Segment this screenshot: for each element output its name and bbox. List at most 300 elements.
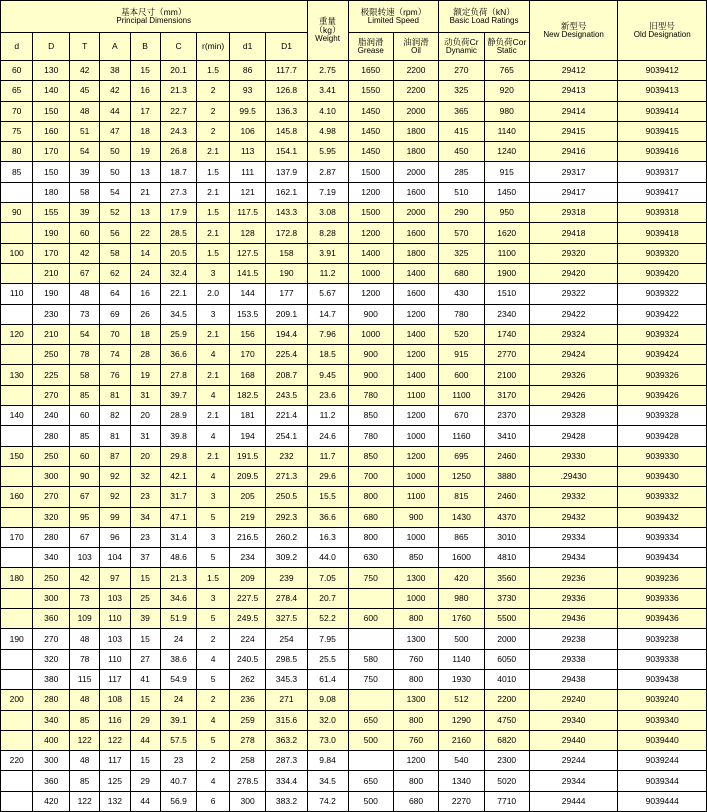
cell-C: 39.7 bbox=[160, 385, 197, 405]
cell-D: 380 bbox=[33, 669, 70, 689]
cell-d bbox=[1, 609, 33, 629]
cell-new-designation: 29330 bbox=[529, 446, 618, 466]
cell-rmin: 2 bbox=[197, 121, 229, 141]
cell-new-designation: 29424 bbox=[529, 345, 618, 365]
cell-grease: 1000 bbox=[348, 263, 393, 283]
cell-grease bbox=[348, 588, 393, 608]
cell-new-designation: 29416 bbox=[529, 142, 618, 162]
cell-dynamic: 815 bbox=[439, 487, 484, 507]
cell-T: 48 bbox=[70, 284, 100, 304]
cell-d bbox=[1, 710, 33, 730]
cell-d1: 127.5 bbox=[229, 243, 266, 263]
cell-new-designation: 29317 bbox=[529, 162, 618, 182]
cell-T: 85 bbox=[70, 426, 100, 446]
cell-C: 40.7 bbox=[160, 771, 197, 791]
cell-B: 44 bbox=[130, 730, 160, 750]
cell-B: 28 bbox=[130, 345, 160, 365]
cell-weight: 34.5 bbox=[307, 771, 348, 791]
cell-static: 1450 bbox=[484, 182, 529, 202]
cell-oil: 1300 bbox=[393, 690, 438, 710]
cell-d1: 170 bbox=[229, 345, 266, 365]
cell-T: 48 bbox=[70, 101, 100, 121]
cell-rmin: 1.5 bbox=[197, 568, 229, 588]
cell-weight: 14.7 bbox=[307, 304, 348, 324]
cell-B: 17 bbox=[130, 101, 160, 121]
cell-grease: 500 bbox=[348, 730, 393, 750]
cell-oil: 1000 bbox=[393, 527, 438, 547]
cell-rmin: 4 bbox=[197, 466, 229, 486]
cell-rmin: 2 bbox=[197, 81, 229, 101]
cell-weight: 5.67 bbox=[307, 284, 348, 304]
cell-rmin: 4 bbox=[197, 385, 229, 405]
cell-old-designation: 9039236 bbox=[618, 568, 707, 588]
cell-rmin: 2 bbox=[197, 629, 229, 649]
cell-old-designation: 9039324 bbox=[618, 324, 707, 344]
header-col-dynamic: 动负荷Cr Dynamic bbox=[439, 33, 484, 61]
cell-d: 75 bbox=[1, 121, 33, 141]
cell-dynamic: 1140 bbox=[439, 649, 484, 669]
cell-C: 42.1 bbox=[160, 466, 197, 486]
cell-weight: 61.4 bbox=[307, 669, 348, 689]
cell-A: 56 bbox=[100, 223, 130, 243]
cell-D: 170 bbox=[33, 243, 70, 263]
cell-rmin: 2.1 bbox=[197, 142, 229, 162]
cell-T: 67 bbox=[70, 263, 100, 283]
cell-d1: 182.5 bbox=[229, 385, 266, 405]
cell-C: 31.7 bbox=[160, 487, 197, 507]
cell-D: 280 bbox=[33, 527, 70, 547]
cell-dynamic: 325 bbox=[439, 81, 484, 101]
cell-rmin: 2.1 bbox=[197, 324, 229, 344]
cell-D1: 225.4 bbox=[266, 345, 307, 365]
cell-D: 280 bbox=[33, 426, 70, 446]
cell-static: 7710 bbox=[484, 791, 529, 811]
cell-d: 60 bbox=[1, 61, 33, 81]
cell-old-designation: 9039416 bbox=[618, 142, 707, 162]
cell-B: 29 bbox=[130, 710, 160, 730]
cell-B: 16 bbox=[130, 81, 160, 101]
cell-T: 54 bbox=[70, 324, 100, 344]
cell-dynamic: 510 bbox=[439, 182, 484, 202]
cell-A: 97 bbox=[100, 568, 130, 588]
header-col-T: T bbox=[70, 33, 100, 61]
cell-oil: 1000 bbox=[393, 426, 438, 446]
cell-A: 125 bbox=[100, 771, 130, 791]
cell-oil: 2200 bbox=[393, 61, 438, 81]
cell-D1: 315.6 bbox=[266, 710, 307, 730]
cell-weight: 4.10 bbox=[307, 101, 348, 121]
table-row bbox=[1, 406, 707, 426]
cell-old-designation: 9039344 bbox=[618, 771, 707, 791]
cell-static: 950 bbox=[484, 203, 529, 223]
cell-T: 122 bbox=[70, 791, 100, 811]
cell-D: 130 bbox=[33, 61, 70, 81]
cell-weight: 7.19 bbox=[307, 182, 348, 202]
cell-C: 22.1 bbox=[160, 284, 197, 304]
cell-grease: 1200 bbox=[348, 223, 393, 243]
table-row bbox=[1, 324, 707, 344]
cell-d bbox=[1, 771, 33, 791]
cell-A: 62 bbox=[100, 263, 130, 283]
cell-new-designation: 29238 bbox=[529, 629, 618, 649]
cell-static: 1620 bbox=[484, 223, 529, 243]
cell-d1: 106 bbox=[229, 121, 266, 141]
cell-dynamic: 1160 bbox=[439, 426, 484, 446]
cell-T: 42 bbox=[70, 61, 100, 81]
cell-C: 39.8 bbox=[160, 426, 197, 446]
table-row bbox=[1, 588, 707, 608]
cell-C: 24.3 bbox=[160, 121, 197, 141]
cell-B: 34 bbox=[130, 507, 160, 527]
cell-old-designation: 9039426 bbox=[618, 385, 707, 405]
cell-T: 60 bbox=[70, 406, 100, 426]
cell-rmin: 2 bbox=[197, 690, 229, 710]
cell-oil: 1600 bbox=[393, 182, 438, 202]
cell-D: 420 bbox=[33, 791, 70, 811]
cell-d1: 240.5 bbox=[229, 649, 266, 669]
cell-B: 16 bbox=[130, 284, 160, 304]
cell-D: 270 bbox=[33, 385, 70, 405]
cell-rmin: 3 bbox=[197, 487, 229, 507]
cell-oil: 1600 bbox=[393, 284, 438, 304]
cell-D1: 287.3 bbox=[266, 751, 307, 771]
table-row bbox=[1, 223, 707, 243]
cell-A: 82 bbox=[100, 406, 130, 426]
cell-old-designation: 9039318 bbox=[618, 203, 707, 223]
cell-B: 18 bbox=[130, 121, 160, 141]
cell-B: 15 bbox=[130, 568, 160, 588]
cell-grease: 1400 bbox=[348, 243, 393, 263]
cell-C: 21.3 bbox=[160, 568, 197, 588]
cell-D1: 271.3 bbox=[266, 466, 307, 486]
cell-new-designation: 29240 bbox=[529, 690, 618, 710]
cell-B: 14 bbox=[130, 243, 160, 263]
cell-d1: 300 bbox=[229, 791, 266, 811]
cell-C: 23 bbox=[160, 751, 197, 771]
cell-oil: 800 bbox=[393, 609, 438, 629]
cell-oil: 1200 bbox=[393, 345, 438, 365]
cell-d1: 181 bbox=[229, 406, 266, 426]
cell-d1: 99.5 bbox=[229, 101, 266, 121]
cell-B: 25 bbox=[130, 588, 160, 608]
header-col-rmin: r(min) bbox=[197, 33, 229, 61]
cell-oil: 2000 bbox=[393, 203, 438, 223]
table-row bbox=[1, 649, 707, 669]
table-header bbox=[1, 1, 707, 61]
table-row bbox=[1, 426, 707, 446]
cell-d: 190 bbox=[1, 629, 33, 649]
cell-D1: 292.3 bbox=[266, 507, 307, 527]
cell-C: 25.9 bbox=[160, 324, 197, 344]
cell-oil: 1400 bbox=[393, 263, 438, 283]
cell-C: 27.8 bbox=[160, 365, 197, 385]
cell-static: 2300 bbox=[484, 751, 529, 771]
cell-d1: 234 bbox=[229, 548, 266, 568]
cell-D: 270 bbox=[33, 487, 70, 507]
cell-weight: 3.41 bbox=[307, 81, 348, 101]
cell-grease: 1500 bbox=[348, 162, 393, 182]
cell-new-designation: 29244 bbox=[529, 751, 618, 771]
cell-new-designation: 29436 bbox=[529, 609, 618, 629]
cell-d1: 93 bbox=[229, 81, 266, 101]
table-row bbox=[1, 791, 707, 811]
cell-rmin: 1.5 bbox=[197, 162, 229, 182]
cell-weight: 32.0 bbox=[307, 710, 348, 730]
cell-d1: 128 bbox=[229, 223, 266, 243]
cell-D1: 232 bbox=[266, 446, 307, 466]
cell-new-designation: 29415 bbox=[529, 121, 618, 141]
cell-weight: 73.0 bbox=[307, 730, 348, 750]
cell-d1: 205 bbox=[229, 487, 266, 507]
cell-weight: 44.0 bbox=[307, 548, 348, 568]
cell-C: 21.3 bbox=[160, 81, 197, 101]
cell-T: 122 bbox=[70, 730, 100, 750]
cell-grease: 580 bbox=[348, 649, 393, 669]
cell-oil: 1200 bbox=[393, 406, 438, 426]
cell-grease: 1000 bbox=[348, 324, 393, 344]
cell-A: 92 bbox=[100, 487, 130, 507]
cell-dynamic: 680 bbox=[439, 263, 484, 283]
cell-T: 85 bbox=[70, 771, 100, 791]
cell-dynamic: 915 bbox=[439, 345, 484, 365]
cell-new-designation: 29428 bbox=[529, 426, 618, 446]
cell-D: 340 bbox=[33, 710, 70, 730]
cell-A: 117 bbox=[100, 669, 130, 689]
table-row bbox=[1, 527, 707, 547]
table-row bbox=[1, 263, 707, 283]
cell-d bbox=[1, 304, 33, 324]
cell-new-designation: 29336 bbox=[529, 588, 618, 608]
cell-T: 90 bbox=[70, 466, 100, 486]
cell-d bbox=[1, 791, 33, 811]
cell-dynamic: 1430 bbox=[439, 507, 484, 527]
cell-B: 19 bbox=[130, 365, 160, 385]
cell-D: 170 bbox=[33, 142, 70, 162]
cell-T: 95 bbox=[70, 507, 100, 527]
header-col-C: C bbox=[160, 33, 197, 61]
cell-d bbox=[1, 669, 33, 689]
cell-C: 17.9 bbox=[160, 203, 197, 223]
table-row bbox=[1, 751, 707, 771]
table-row bbox=[1, 182, 707, 202]
cell-D1: 126.8 bbox=[266, 81, 307, 101]
cell-grease: 850 bbox=[348, 446, 393, 466]
cell-dynamic: 500 bbox=[439, 629, 484, 649]
cell-C: 36.6 bbox=[160, 345, 197, 365]
cell-static: 1240 bbox=[484, 142, 529, 162]
cell-C: 47.1 bbox=[160, 507, 197, 527]
cell-weight: 20.7 bbox=[307, 588, 348, 608]
cell-weight: 18.5 bbox=[307, 345, 348, 365]
cell-weight: 23.6 bbox=[307, 385, 348, 405]
cell-T: 73 bbox=[70, 588, 100, 608]
cell-weight: 5.95 bbox=[307, 142, 348, 162]
cell-d: 120 bbox=[1, 324, 33, 344]
cell-dynamic: 2270 bbox=[439, 791, 484, 811]
table-row bbox=[1, 446, 707, 466]
cell-rmin: 3 bbox=[197, 304, 229, 324]
table-row bbox=[1, 365, 707, 385]
cell-B: 27 bbox=[130, 649, 160, 669]
cell-B: 31 bbox=[130, 385, 160, 405]
cell-A: 58 bbox=[100, 243, 130, 263]
cell-D1: 154.1 bbox=[266, 142, 307, 162]
cell-D: 225 bbox=[33, 365, 70, 385]
cell-d: 130 bbox=[1, 365, 33, 385]
cell-C: 20.5 bbox=[160, 243, 197, 263]
cell-D: 150 bbox=[33, 101, 70, 121]
cell-weight: 9.45 bbox=[307, 365, 348, 385]
cell-weight: 4.98 bbox=[307, 121, 348, 141]
table-row bbox=[1, 142, 707, 162]
cell-old-designation: 9039244 bbox=[618, 751, 707, 771]
cell-grease: 680 bbox=[348, 507, 393, 527]
cell-dynamic: 695 bbox=[439, 446, 484, 466]
cell-static: 2460 bbox=[484, 446, 529, 466]
cell-D1: 208.7 bbox=[266, 365, 307, 385]
cell-A: 76 bbox=[100, 365, 130, 385]
cell-D: 160 bbox=[33, 121, 70, 141]
cell-rmin: 3 bbox=[197, 527, 229, 547]
cell-B: 44 bbox=[130, 791, 160, 811]
cell-d: 80 bbox=[1, 142, 33, 162]
cell-B: 21 bbox=[130, 182, 160, 202]
table-row bbox=[1, 304, 707, 324]
cell-D: 360 bbox=[33, 609, 70, 629]
cell-new-designation: 29328 bbox=[529, 406, 618, 426]
cell-grease bbox=[348, 690, 393, 710]
cell-d1: 168 bbox=[229, 365, 266, 385]
table-row bbox=[1, 345, 707, 365]
cell-oil: 1300 bbox=[393, 629, 438, 649]
cell-T: 85 bbox=[70, 385, 100, 405]
cell-old-designation: 9039415 bbox=[618, 121, 707, 141]
cell-B: 13 bbox=[130, 203, 160, 223]
cell-static: 3560 bbox=[484, 568, 529, 588]
cell-oil: 1400 bbox=[393, 365, 438, 385]
cell-static: 2340 bbox=[484, 304, 529, 324]
cell-C: 57.5 bbox=[160, 730, 197, 750]
cell-grease: 630 bbox=[348, 548, 393, 568]
cell-weight: 11.2 bbox=[307, 263, 348, 283]
cell-static: 765 bbox=[484, 61, 529, 81]
cell-T: 48 bbox=[70, 690, 100, 710]
cell-A: 103 bbox=[100, 588, 130, 608]
cell-T: 39 bbox=[70, 203, 100, 223]
cell-d1: 258 bbox=[229, 751, 266, 771]
cell-static: 5020 bbox=[484, 771, 529, 791]
cell-weight: 2.87 bbox=[307, 162, 348, 182]
cell-dynamic: 415 bbox=[439, 121, 484, 141]
cell-C: 32.4 bbox=[160, 263, 197, 283]
cell-grease: 1450 bbox=[348, 142, 393, 162]
cell-B: 39 bbox=[130, 609, 160, 629]
cell-d1: 113 bbox=[229, 142, 266, 162]
cell-oil: 1100 bbox=[393, 487, 438, 507]
cell-old-designation: 9039420 bbox=[618, 263, 707, 283]
cell-B: 15 bbox=[130, 690, 160, 710]
cell-T: 58 bbox=[70, 182, 100, 202]
cell-static: 980 bbox=[484, 101, 529, 121]
cell-A: 110 bbox=[100, 609, 130, 629]
cell-new-designation: 29338 bbox=[529, 649, 618, 669]
cell-T: 39 bbox=[70, 162, 100, 182]
cell-weight: 11.2 bbox=[307, 406, 348, 426]
cell-rmin: 2 bbox=[197, 101, 229, 121]
cell-rmin: 2.1 bbox=[197, 182, 229, 202]
cell-oil: 1300 bbox=[393, 568, 438, 588]
cell-d1: 236 bbox=[229, 690, 266, 710]
cell-C: 29.8 bbox=[160, 446, 197, 466]
header-group-speed: 极限转速（rpm） Limited Speed bbox=[348, 1, 439, 33]
cell-old-designation: 9039340 bbox=[618, 710, 707, 730]
cell-d1: 121 bbox=[229, 182, 266, 202]
cell-d1: 262 bbox=[229, 669, 266, 689]
cell-weight: 2.75 bbox=[307, 61, 348, 81]
cell-D1: 145.8 bbox=[266, 121, 307, 141]
cell-A: 50 bbox=[100, 142, 130, 162]
cell-d bbox=[1, 730, 33, 750]
cell-rmin: 4 bbox=[197, 426, 229, 446]
header-col-B: B bbox=[130, 33, 160, 61]
cell-B: 18 bbox=[130, 324, 160, 344]
cell-T: 109 bbox=[70, 609, 100, 629]
cell-oil: 1800 bbox=[393, 243, 438, 263]
cell-dynamic: 540 bbox=[439, 751, 484, 771]
cell-oil: 1000 bbox=[393, 466, 438, 486]
cell-d1: 209.5 bbox=[229, 466, 266, 486]
cell-static: 2200 bbox=[484, 690, 529, 710]
cell-grease: 1200 bbox=[348, 182, 393, 202]
cell-grease: 600 bbox=[348, 609, 393, 629]
cell-static: 1900 bbox=[484, 263, 529, 283]
cell-A: 54 bbox=[100, 182, 130, 202]
cell-weight: 36.6 bbox=[307, 507, 348, 527]
cell-C: 48.6 bbox=[160, 548, 197, 568]
cell-grease: 650 bbox=[348, 710, 393, 730]
header-group-dimensions: 基本尺寸（mm） Principal Dimensions bbox=[1, 1, 308, 33]
cell-rmin: 5 bbox=[197, 609, 229, 629]
cell-old-designation: 9039417 bbox=[618, 182, 707, 202]
header-col-grease: 脂润滑 Grease bbox=[348, 33, 393, 61]
cell-D1: 177 bbox=[266, 284, 307, 304]
cell-rmin: 2.0 bbox=[197, 284, 229, 304]
table-row bbox=[1, 669, 707, 689]
cell-A: 92 bbox=[100, 466, 130, 486]
cell-D1: 250.5 bbox=[266, 487, 307, 507]
cell-A: 74 bbox=[100, 345, 130, 365]
cell-A: 44 bbox=[100, 101, 130, 121]
cell-dynamic: 1930 bbox=[439, 669, 484, 689]
cell-dynamic: 512 bbox=[439, 690, 484, 710]
cell-B: 37 bbox=[130, 548, 160, 568]
cell-dynamic: 670 bbox=[439, 406, 484, 426]
cell-D: 300 bbox=[33, 588, 70, 608]
cell-new-designation: 29417 bbox=[529, 182, 618, 202]
cell-d bbox=[1, 345, 33, 365]
cell-D1: 383.2 bbox=[266, 791, 307, 811]
cell-C: 54.9 bbox=[160, 669, 197, 689]
cell-T: 67 bbox=[70, 487, 100, 507]
cell-rmin: 2 bbox=[197, 751, 229, 771]
cell-A: 69 bbox=[100, 304, 130, 324]
cell-rmin: 2.1 bbox=[197, 406, 229, 426]
cell-dynamic: 865 bbox=[439, 527, 484, 547]
table-row bbox=[1, 771, 707, 791]
cell-D: 190 bbox=[33, 284, 70, 304]
cell-D1: 254 bbox=[266, 629, 307, 649]
cell-old-designation: 9039424 bbox=[618, 345, 707, 365]
